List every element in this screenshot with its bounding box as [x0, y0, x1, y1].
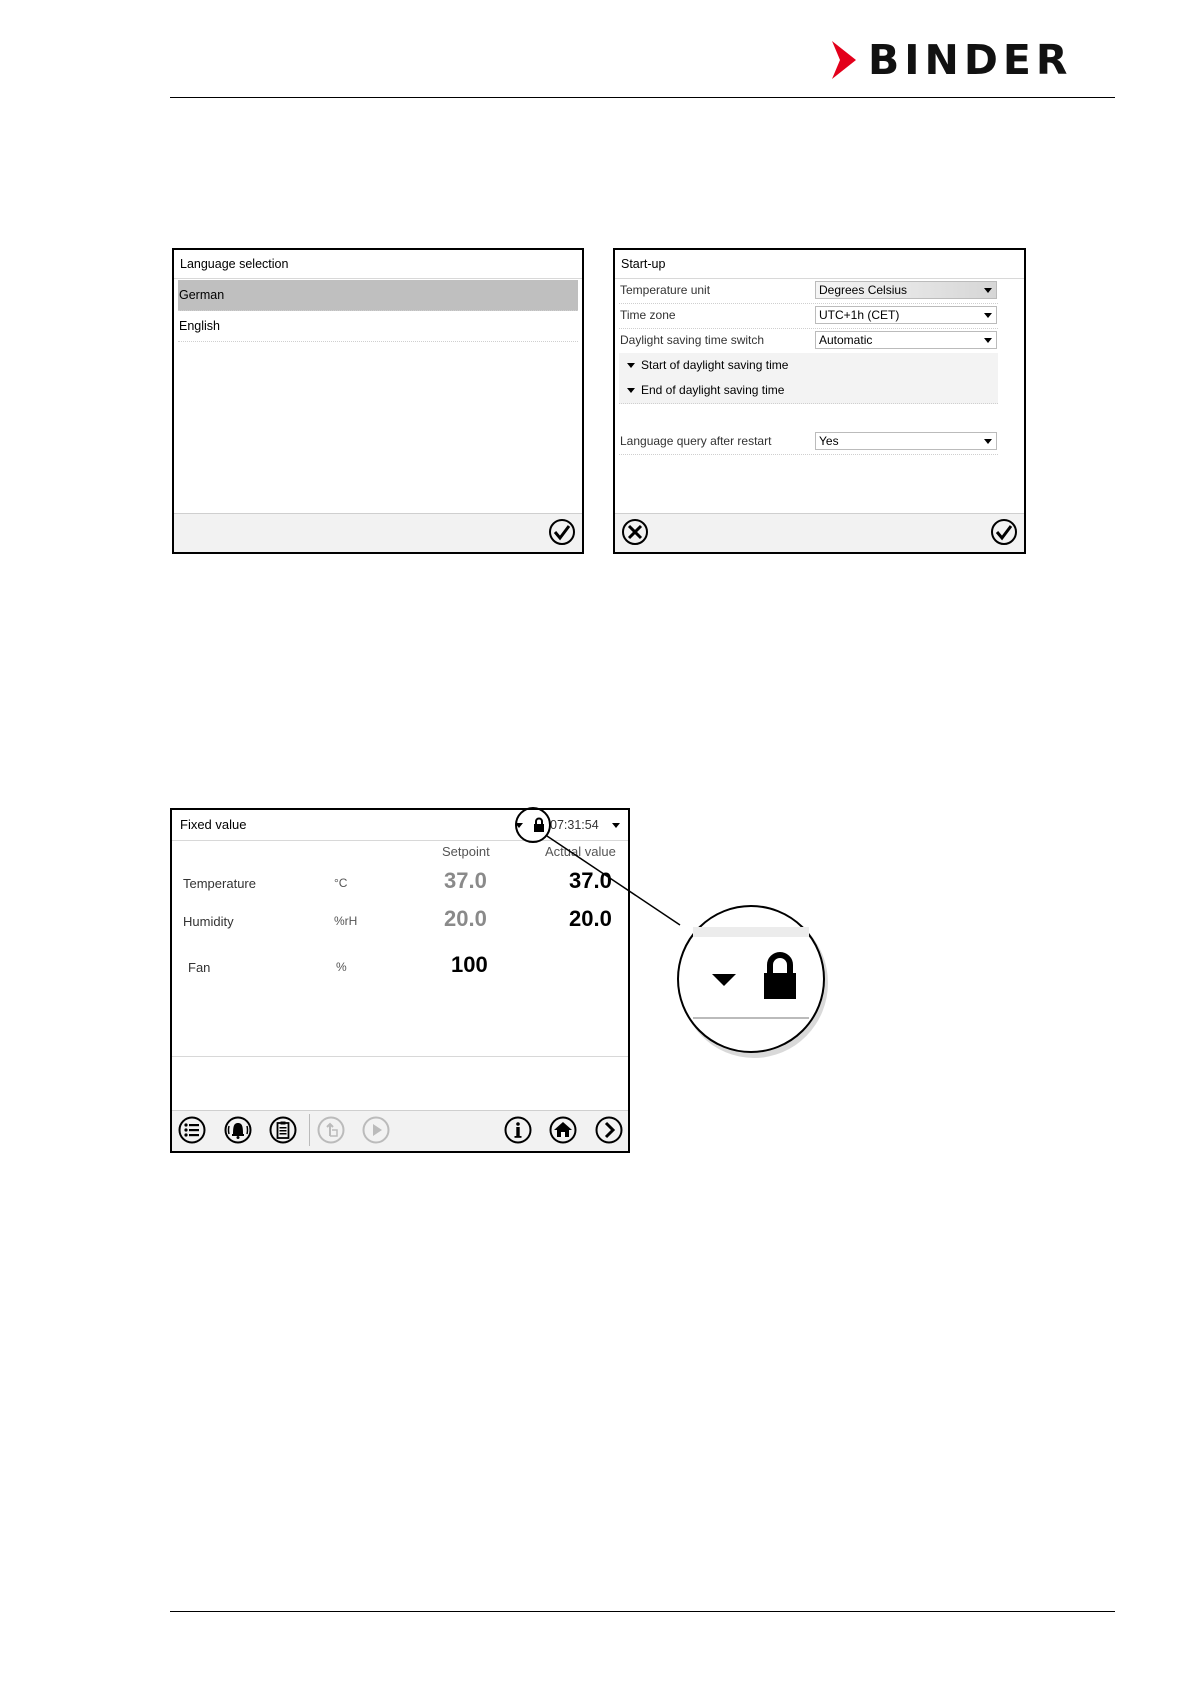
menu-list-icon[interactable] [178, 1116, 206, 1144]
field-label: Language query after restart [620, 434, 772, 448]
language-option-english[interactable]: English [178, 311, 578, 342]
clock-time: 07:31:54 [550, 818, 599, 832]
panel-title: Start-up [615, 250, 1024, 279]
home-icon[interactable] [549, 1116, 577, 1144]
manual-mode-icon [317, 1116, 345, 1144]
dropdown-arrow-icon [984, 313, 992, 318]
panel-footer [615, 513, 1024, 552]
time-zone-row [619, 303, 998, 329]
toolbar [172, 1110, 628, 1151]
dropdown-arrow-icon [984, 439, 992, 444]
expander-label: End of daylight saving time [641, 383, 785, 397]
expander-label: Start of daylight saving time [641, 358, 789, 372]
language-option-german[interactable]: German [178, 280, 578, 311]
dropdown-value: Automatic [819, 333, 873, 347]
next-icon[interactable] [595, 1116, 623, 1144]
dropdown-arrow-icon [984, 338, 992, 343]
humidity-unit: %rH [334, 914, 358, 928]
daylight-saving-dropdown[interactable] [815, 331, 997, 349]
check-circle-icon[interactable] [990, 518, 1018, 546]
binder-logo-mark [830, 39, 858, 81]
footer-rule [170, 1611, 1115, 1612]
language-selection-panel [172, 248, 584, 554]
field-label: Time zone [620, 308, 676, 322]
panel-footer [174, 513, 582, 552]
field-label: Temperature unit [620, 283, 711, 297]
time-zone-dropdown[interactable] [815, 306, 997, 324]
humidity-setpoint[interactable]: 20.0 [444, 906, 487, 931]
temperature-label: Temperature [183, 876, 256, 891]
field-label: Daylight saving time switch [620, 333, 765, 347]
binder-logo [830, 38, 1072, 82]
panel-title: Fixed value [180, 817, 247, 832]
brand-name: BINDER [868, 36, 1073, 84]
humidity-label: Humidity [183, 914, 234, 929]
dropdown-arrow-icon [984, 288, 992, 293]
start-daylight-saving-expander[interactable] [619, 353, 998, 379]
setpoint-column-header: Setpoint [442, 844, 490, 859]
temperature-unit-row [619, 278, 998, 304]
toolbar-separator [309, 1114, 310, 1146]
temperature-unit-dropdown[interactable] [815, 281, 997, 299]
info-icon[interactable] [504, 1116, 532, 1144]
startup-panel [613, 248, 1026, 554]
dropdown-value: Yes [819, 434, 839, 448]
panel-title: Language selection [174, 250, 582, 279]
expand-triangle-icon [627, 363, 635, 368]
fan-setpoint[interactable]: 100 [451, 952, 488, 977]
daylight-saving-row [619, 328, 998, 354]
temperature-setpoint[interactable]: 37.0 [444, 868, 487, 893]
temperature-unit: °C [334, 876, 348, 890]
check-circle-icon[interactable] [548, 518, 576, 546]
alarm-bell-icon[interactable] [224, 1116, 252, 1144]
language-query-dropdown[interactable] [815, 432, 997, 450]
end-daylight-saving-expander[interactable] [619, 378, 998, 404]
lock-magnifier-callout [510, 800, 840, 1070]
temperature-actual: 37.0 [569, 868, 612, 893]
expand-triangle-icon [627, 388, 635, 393]
language-query-row [619, 429, 998, 455]
humidity-actual: 20.0 [569, 906, 612, 931]
play-icon [362, 1116, 390, 1144]
fan-unit: % [336, 960, 347, 974]
dropdown-value: UTC+1h (CET) [819, 308, 900, 322]
fan-label: Fan [188, 960, 211, 975]
dropdown-value: Degrees Celsius [819, 283, 908, 297]
header-rule [170, 97, 1115, 98]
clipboard-icon[interactable] [269, 1116, 297, 1144]
actual-value-column-header: Actual value [545, 844, 616, 859]
cancel-circle-icon[interactable] [621, 518, 649, 546]
